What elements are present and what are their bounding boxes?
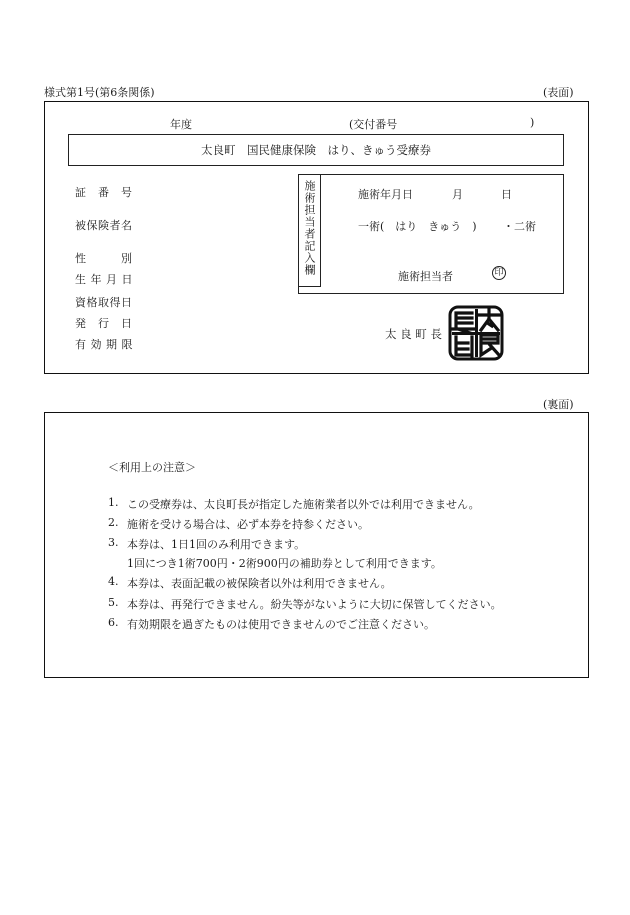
- note-number: 4.: [108, 575, 119, 588]
- front-label: (表面): [543, 86, 574, 99]
- mayor-label: 太 良 町 長: [385, 327, 442, 341]
- practitioner-vertical-label: 施術担当者記入欄: [303, 180, 316, 276]
- treatment-month-label: 月: [452, 188, 463, 201]
- note-text: 本券は、1日1回のみ利用できます。: [127, 538, 306, 551]
- note-text: 有効期限を過ぎたものは使用できませんのでご注意ください。: [127, 618, 435, 631]
- notes-title: ＜利用上の注意＞: [108, 461, 196, 474]
- note-number: 1.: [108, 496, 119, 509]
- note-number: 5.: [108, 596, 119, 609]
- treatment-day-label: 日: [501, 188, 512, 201]
- practitioner-label: 施術担当者: [398, 270, 453, 283]
- qualification-date-label: 資格取得日: [75, 296, 133, 309]
- note-text: この受療券は、太良町長が指定した施術業者以外では利用できません。: [127, 498, 480, 511]
- treatment-date-label: 施術年月日: [358, 188, 413, 201]
- card-title: 太良町 国民健康保険 はり、きゅう受療券: [201, 143, 431, 157]
- note-text: 施術を受ける場合は、必ず本券を持参ください。: [127, 518, 369, 531]
- issue-date-label: 発 行 日: [75, 317, 133, 330]
- note-number: 2.: [108, 516, 119, 529]
- note-text: 本券は、再発行できません。紛失等がないように大切に保管してください。: [127, 598, 502, 611]
- note-text: 1回につき1術700円・2術900円の補助券として利用できます。: [127, 557, 442, 570]
- back-card: [44, 412, 589, 678]
- back-label: (裏面): [543, 398, 574, 411]
- issue-number-close: ): [530, 116, 535, 129]
- official-seal-icon: [448, 305, 504, 361]
- note-text: 本券は、表面記載の被保険者以外は利用できません。: [127, 577, 392, 590]
- one-treatment-label: 一術( はり きゅう ): [358, 220, 477, 233]
- seal-mark-icon: 印: [492, 266, 506, 280]
- form-number: 様式第1号(第6条関係): [44, 86, 155, 99]
- issue-number-label: (交付番号: [349, 118, 398, 131]
- valid-period-label: 有 効 期 限: [75, 338, 133, 351]
- fiscal-year-label: 年度: [170, 118, 192, 131]
- birth-date-label: 生 年 月 日: [75, 273, 133, 286]
- two-treatment-label: ・二術: [503, 220, 536, 233]
- sex-label: 性 別: [75, 252, 133, 265]
- note-number: 6.: [108, 616, 119, 629]
- certificate-number-label: 証 番 号: [75, 186, 133, 199]
- note-number: 3.: [108, 536, 119, 549]
- insured-name-label: 被保険者名: [75, 219, 133, 232]
